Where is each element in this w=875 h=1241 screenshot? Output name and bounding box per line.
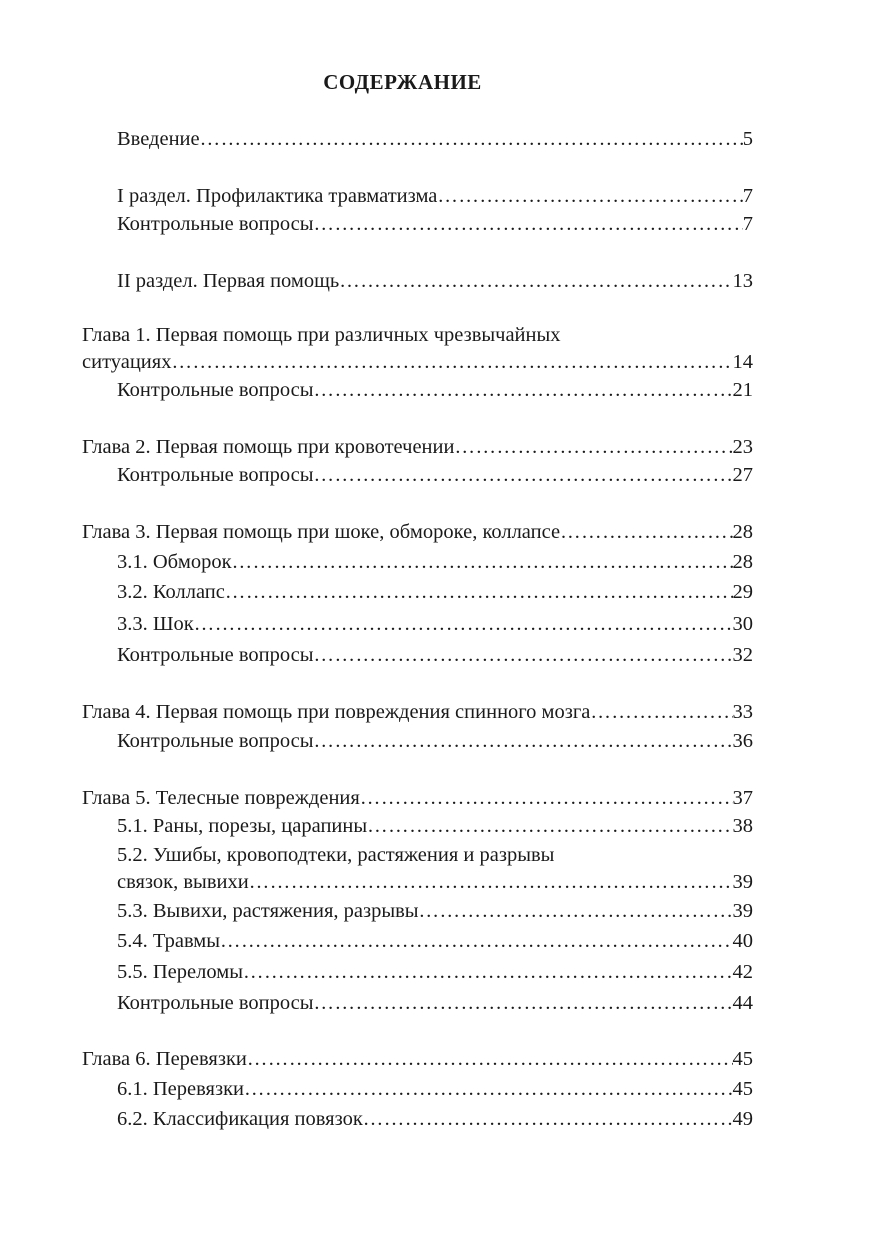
- toc-page: 39: [732, 871, 753, 893]
- toc-page: 39: [732, 900, 753, 922]
- dot-leader: [171, 348, 732, 376]
- dot-leader: [590, 698, 732, 726]
- dot-leader: [367, 812, 732, 840]
- dot-leader: [363, 1105, 733, 1133]
- toc-entry-5-5: [117, 958, 753, 986]
- toc-page: 14: [732, 351, 753, 373]
- toc-entry-chapter-1-line-2: [82, 348, 753, 376]
- dot-leader: [194, 610, 733, 638]
- toc-page: 23: [732, 436, 753, 458]
- toc-label: 3.3. Шок: [117, 613, 194, 635]
- dot-leader: [244, 1075, 733, 1103]
- toc-entry-chapter-5: [82, 784, 753, 812]
- toc-label: Контрольные вопросы: [117, 379, 314, 401]
- toc-entry-5-3: [117, 897, 753, 925]
- dot-leader: [314, 461, 733, 489]
- toc-page: 29: [732, 581, 753, 603]
- dot-leader: [249, 868, 733, 896]
- dot-leader: [314, 376, 733, 404]
- toc-label: ситуациях: [82, 351, 172, 373]
- toc-entry-section-2: [117, 267, 753, 295]
- toc-page: 5: [742, 128, 753, 150]
- toc-entry-3-2: [117, 578, 753, 606]
- toc-page: 32: [732, 644, 753, 666]
- dot-leader: [243, 958, 733, 986]
- toc-entry-chapter-3: [82, 518, 753, 546]
- toc-label: II раздел. Первая помощь: [117, 270, 340, 292]
- dot-leader: [225, 578, 733, 606]
- toc-label: Контрольные вопросы: [117, 464, 314, 486]
- dot-leader: [419, 897, 733, 925]
- toc-page: 37: [732, 787, 753, 809]
- toc-page: 21: [732, 379, 753, 401]
- toc-entry-6-1: [117, 1075, 753, 1103]
- toc-entry-5-2-line-2: [117, 868, 753, 896]
- toc-label: связок, вывихи: [117, 871, 249, 893]
- toc-label: Глава 2. Первая помощь при кровотечении: [82, 436, 455, 458]
- toc-page: 45: [732, 1078, 753, 1100]
- toc-label: 5.5. Переломы: [117, 961, 243, 983]
- dot-leader: [437, 182, 742, 210]
- toc-label: 3.2. Коллапс: [117, 581, 225, 603]
- toc-entry-chapter-4-questions: [117, 727, 753, 755]
- toc-entry-chapter-2-questions: [117, 461, 753, 489]
- toc-entry-chapter-5-questions: [117, 989, 753, 1017]
- toc-entry-6-2: [117, 1105, 753, 1133]
- toc-entry-chapter-2: [82, 433, 753, 461]
- toc-label: Введение: [117, 128, 200, 150]
- toc-entry-3-1: [117, 548, 753, 576]
- toc-page: 28: [732, 521, 753, 543]
- toc-entry-3-3: [117, 610, 753, 638]
- toc-entry-5-2-line-1: 5.2. Ушибы, кровоподтеки, растяжения и разрывы: [117, 844, 555, 866]
- toc-page: 49: [732, 1108, 753, 1130]
- toc-entry-chapter-6: [82, 1045, 753, 1073]
- toc-page: 7: [742, 185, 753, 207]
- toc-label: Глава 5. Телесные повреждения: [82, 787, 360, 809]
- dot-leader: [454, 433, 732, 461]
- toc-page: 13: [732, 270, 753, 292]
- toc-entry-5-1: [117, 812, 753, 840]
- toc-entry-section-1-questions: [117, 210, 753, 238]
- toc-label: 5.1. Раны, порезы, царапины: [117, 815, 368, 837]
- page-title: СОДЕРЖАНИЕ: [323, 70, 482, 94]
- dot-leader: [339, 267, 732, 295]
- toc-entry-chapter-3-questions: [117, 641, 753, 669]
- dot-leader: [200, 125, 743, 153]
- dot-leader: [232, 548, 733, 576]
- toc-page: 42: [732, 961, 753, 983]
- dot-leader: [314, 641, 733, 669]
- toc-label: I раздел. Профилактика травматизма: [117, 185, 438, 207]
- toc-label: 5.3. Вывихи, растяжения, разрывы: [117, 900, 419, 922]
- toc-label: Контрольные вопросы: [117, 213, 314, 235]
- toc-label: 3.1. Обморок: [117, 551, 232, 573]
- toc-entry-chapter-1-questions: [117, 376, 753, 404]
- toc-entry-chapter-1-line-1: Глава 1. Первая помощь при различных чрезвычайных: [82, 324, 561, 346]
- toc-label: Глава 6. Перевязки: [82, 1048, 247, 1070]
- toc-page: 44: [732, 992, 753, 1014]
- toc-page: 40: [732, 930, 753, 952]
- toc-page: 45: [732, 1048, 753, 1070]
- dot-leader: [314, 989, 733, 1017]
- toc-label: Глава 3. Первая помощь при шоке, обмороке, коллапсе: [82, 521, 561, 543]
- toc-page: 27: [732, 464, 753, 486]
- toc-page: 7: [742, 213, 753, 235]
- dot-leader: [220, 927, 732, 955]
- toc-entry-section-1: [117, 182, 753, 210]
- toc-label: Контрольные вопросы: [117, 644, 314, 666]
- dot-leader: [560, 518, 732, 546]
- dot-leader: [314, 210, 743, 238]
- toc-label: 6.2. Классификация повязок: [117, 1108, 363, 1130]
- toc-entry-chapter-4: [82, 698, 753, 726]
- toc-label: 5.4. Травмы: [117, 930, 221, 952]
- toc-page: 30: [732, 613, 753, 635]
- toc-label: Контрольные вопросы: [117, 992, 314, 1014]
- toc-label: 6.1. Перевязки: [117, 1078, 244, 1100]
- toc-entry-intro: [117, 125, 753, 153]
- toc-page: 38: [732, 815, 753, 837]
- toc-page: 36: [732, 730, 753, 752]
- toc-label: Контрольные вопросы: [117, 730, 314, 752]
- toc-page: 33: [732, 701, 753, 723]
- toc-page: 28: [732, 551, 753, 573]
- toc-label: Глава 4. Первая помощь при повреждения спинного мозга: [82, 701, 591, 723]
- toc-entry-5-4: [117, 927, 753, 955]
- dot-leader: [360, 784, 733, 812]
- dot-leader: [247, 1045, 733, 1073]
- dot-leader: [314, 727, 733, 755]
